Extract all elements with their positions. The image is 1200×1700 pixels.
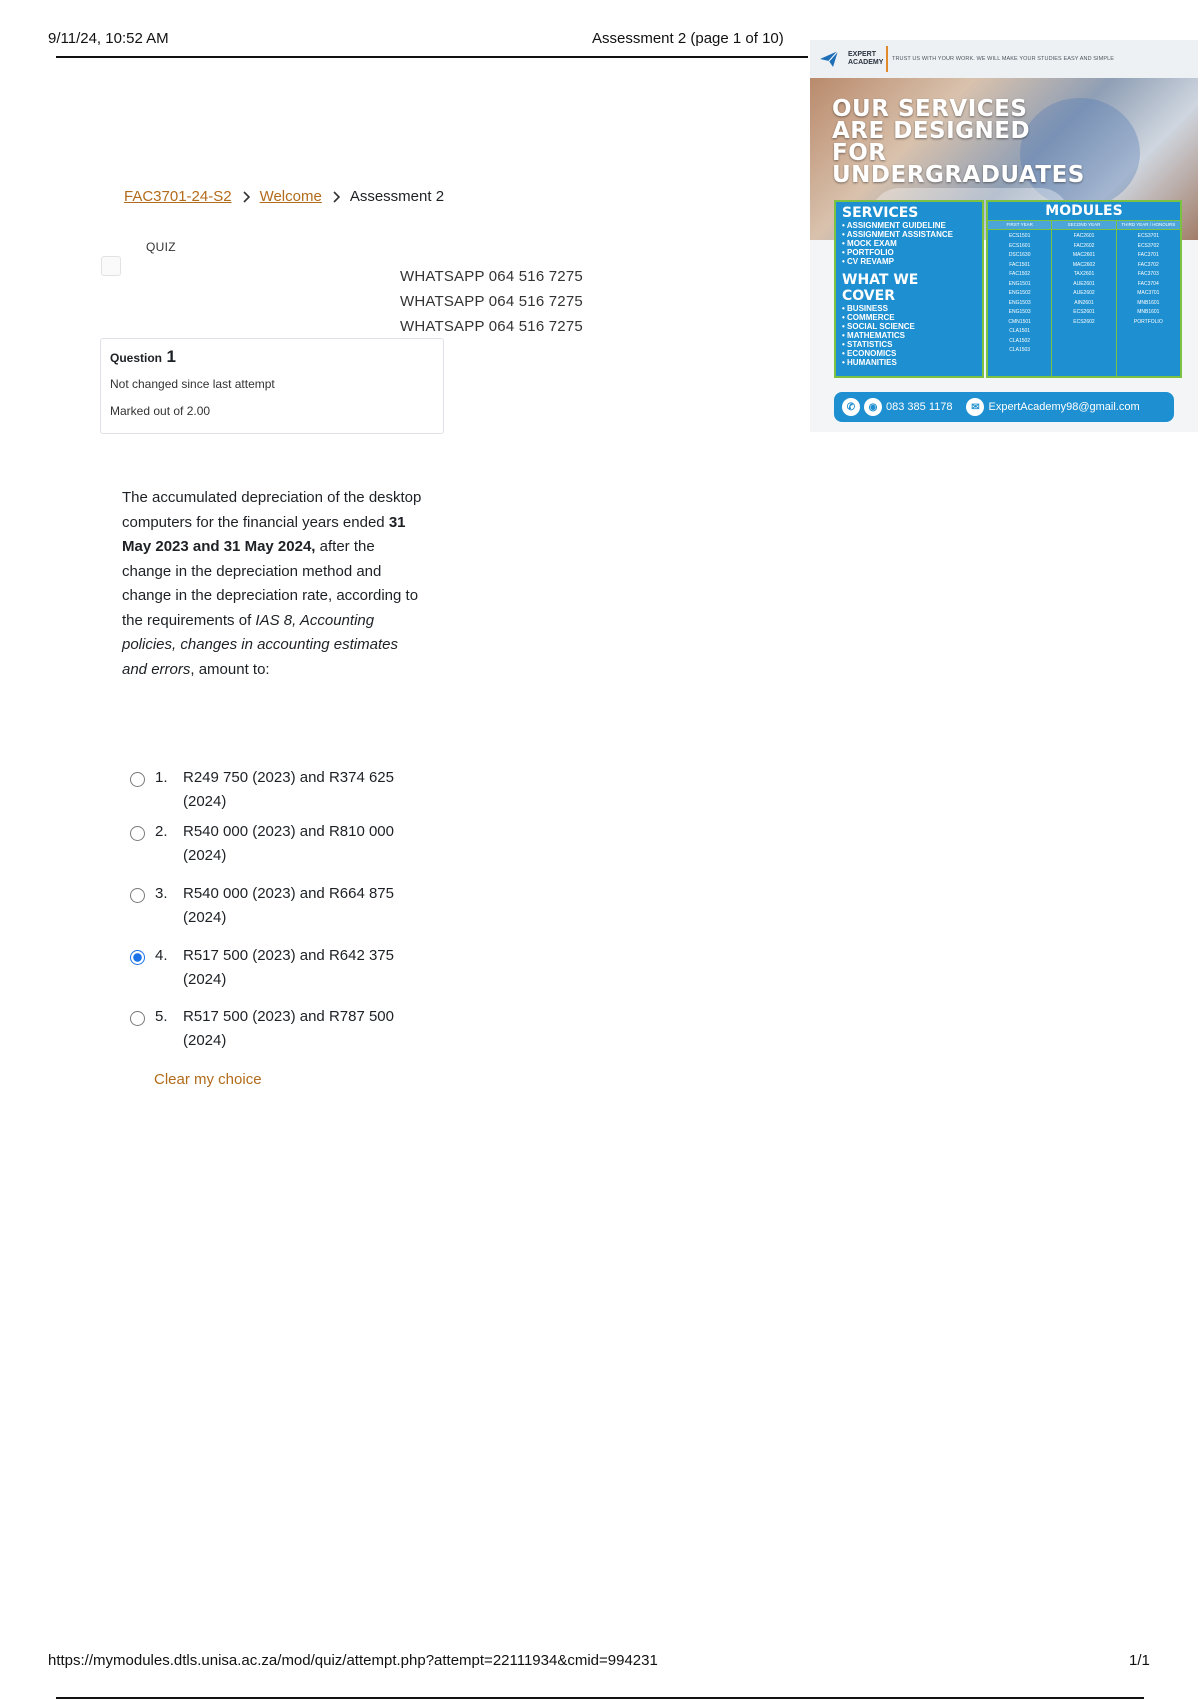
ad-cover-item: • HUMANITIES <box>842 358 976 367</box>
ad-module-code: ENG1501 <box>1008 280 1031 287</box>
option-number: 1. <box>155 769 168 786</box>
print-header-date: 9/11/24, 10:52 AM <box>48 30 169 47</box>
ad-module-code: FAC1502 <box>1009 271 1031 277</box>
ad-module-code: ECS3702 <box>1137 242 1160 249</box>
option-number: 4. <box>155 947 168 964</box>
ad-module-code: CLA1502 <box>1009 337 1031 344</box>
chevron-right-icon <box>332 191 340 203</box>
option-text: R540 000 (2023) and R810 000 (2024) <box>183 823 394 864</box>
question-text-part: , amount to: <box>190 660 270 678</box>
ad-cover-item: • ECONOMICS <box>842 349 976 358</box>
paper-plane-icon <box>816 46 842 72</box>
breadcrumb-section-link[interactable]: Welcome <box>259 188 322 205</box>
quiz-icon <box>101 256 121 276</box>
breadcrumb <box>124 188 444 205</box>
print-footer-url: https://mymodules.dtls.unisa.ac.za/mod/quiz/attempt.php?attempt=22111934&cmid=994231 <box>48 1652 658 1669</box>
phone-icon: ✆ <box>842 398 860 416</box>
radio-button[interactable] <box>130 826 145 841</box>
header-divider <box>56 56 808 58</box>
ad-module-code: ENG1502 <box>1008 290 1031 296</box>
ad-email: ExpertAcademy98@gmail.com <box>988 401 1140 413</box>
ad-module-column-head: FIRST YEAR <box>988 221 1051 230</box>
answer-option[interactable] <box>130 820 415 868</box>
ad-module-code: FAC3701 <box>1137 252 1159 258</box>
question-text-italic: IAS 8, Accounting policies, changes in accounting estimates and errors <box>122 611 398 678</box>
option-number: 5. <box>155 1008 168 1025</box>
footer-divider <box>56 1697 1144 1699</box>
ad-module-code: FAC2601 <box>1073 233 1095 239</box>
watermark-text: WHATSAPP 064 516 7275 <box>400 268 583 285</box>
ad-cover-list <box>842 304 976 367</box>
ad-contact-bar <box>834 392 1174 422</box>
ad-module-code: PORTFOLIO <box>1133 318 1163 325</box>
answer-option[interactable] <box>130 766 415 814</box>
ad-module-code: DSC1630 <box>1008 252 1031 258</box>
email-icon: ✉ <box>966 398 984 416</box>
ad-cover-item: • COMMERCE <box>842 313 976 322</box>
ad-module-code: ECS1501 <box>1008 233 1031 239</box>
option-text: R249 750 (2023) and R374 625 (2024) <box>183 769 394 810</box>
option-text: R517 500 (2023) and R787 500 (2024) <box>183 1008 394 1049</box>
ad-service-item: • MOCK EXAM <box>842 239 976 248</box>
ad-phone: 083 385 1178 <box>886 401 953 413</box>
ad-module-code: MAC2601 <box>1072 252 1096 258</box>
clear-choice-link[interactable]: Clear my choice <box>154 1071 262 1088</box>
ad-modules-panel <box>986 200 1182 378</box>
print-header-title: Assessment 2 (page 1 of 10) <box>592 30 784 47</box>
question-number: 1 <box>166 347 176 366</box>
ad-module-code: CMN1501 <box>1008 318 1031 325</box>
ad-brand-divider <box>886 46 888 72</box>
ad-module-code: FAC3703 <box>1137 271 1159 277</box>
radio-button[interactable] <box>130 888 145 903</box>
activity-type-label: QUIZ <box>146 240 176 254</box>
ad-module-code: AUE2602 <box>1073 290 1095 296</box>
ad-module-column-head: SECOND YEAR <box>1052 221 1115 230</box>
ad-module-code: CLA1503 <box>1009 347 1031 353</box>
ad-module-code: CLA1501 <box>1009 328 1031 334</box>
ad-cover-item: • STATISTICS <box>842 340 976 349</box>
ad-cover-item: • BUSINESS <box>842 304 976 313</box>
ad-module-column <box>988 221 1052 377</box>
ad-module-code: MNB1601 <box>1137 309 1160 315</box>
radio-button-selected[interactable] <box>130 950 145 965</box>
question-text-part: after the change in the depreciation method and change in the depreciation rate, according to the requirements of <box>122 538 419 629</box>
ad-module-code: FAC2602 <box>1073 242 1095 249</box>
ad-module-column-head: THIRD YEAR / HONOURS <box>1117 221 1180 230</box>
ad-module-code: FAC3702 <box>1137 261 1159 268</box>
ad-cover-item: • MATHEMATICS <box>842 331 976 340</box>
ad-module-code: MAC2602 <box>1072 261 1096 268</box>
radio-button[interactable] <box>130 772 145 787</box>
ad-headline: OUR SERVICES ARE DESIGNED FOR UNDERGRADUATES <box>832 96 1085 188</box>
ad-module-code: ENG1503 <box>1008 299 1031 306</box>
option-number: 3. <box>155 885 168 902</box>
question-mark: Marked out of 2.00 <box>110 404 211 418</box>
ad-module-code: ECS3701 <box>1137 233 1160 239</box>
ad-module-code: ECS2601 <box>1073 309 1095 315</box>
ad-services-title: SERVICES <box>842 205 919 221</box>
option-number: 2. <box>155 823 168 840</box>
ad-modules-title: MODULES <box>988 202 1180 221</box>
question-info-box <box>100 338 444 434</box>
ad-module-code: FAC1501 <box>1009 261 1031 268</box>
ad-service-item: • PORTFOLIO <box>842 248 976 257</box>
breadcrumb-course-link[interactable]: FAC3701-24-S2 <box>124 188 232 205</box>
ad-module-code: AIN2601 <box>1074 299 1094 306</box>
answer-option[interactable] <box>130 1005 415 1053</box>
ad-tagline: TRUST US WITH YOUR WORK. WE WILL MAKE YOUR STUDIES EASY AND SIMPLE <box>892 56 1115 62</box>
ad-module-code: ECS2602 <box>1073 318 1095 325</box>
ad-modules-columns <box>988 221 1180 377</box>
print-footer-page: 1/1 <box>1129 1652 1150 1669</box>
option-text: R540 000 (2023) and R664 875 (2024) <box>183 885 394 926</box>
ad-module-code: ENG1503 <box>1008 309 1031 315</box>
ad-module-code: TAX2601 <box>1073 271 1095 277</box>
question-title: Question <box>110 351 163 365</box>
ad-service-item: • ASSIGNMENT ASSISTANCE <box>842 230 976 239</box>
ad-cover-item: • SOCIAL SCIENCE <box>842 322 976 331</box>
ad-module-column <box>1117 221 1180 377</box>
ad-brand: EXPERT ACADEMY <box>848 51 884 66</box>
breadcrumb-current: Assessment 2 <box>349 188 445 205</box>
ad-banner[interactable] <box>810 40 1198 432</box>
answer-option[interactable] <box>130 882 415 930</box>
ad-top-bar <box>810 40 1198 78</box>
ad-module-column <box>1052 221 1116 377</box>
option-text: R517 500 (2023) and R642 375 (2024) <box>183 947 394 988</box>
whatsapp-icon: ◉ <box>864 398 882 416</box>
ad-services-list <box>842 221 976 266</box>
ad-services-panel <box>834 200 984 378</box>
ad-module-code: AUE2601 <box>1073 280 1095 287</box>
ad-module-code: MAC3701 <box>1137 290 1160 296</box>
chevron-right-icon <box>242 191 250 203</box>
ad-service-item: • CV REVAMP <box>842 257 976 266</box>
ad-module-code: MNB1601 <box>1137 299 1160 306</box>
answer-option[interactable] <box>130 944 415 992</box>
question-text-part: The accumulated depreciation of the desktop computers for the financial years ended <box>122 489 422 531</box>
ad-service-item: • ASSIGNMENT GUIDELINE <box>842 221 976 230</box>
radio-button[interactable] <box>130 1011 145 1026</box>
question-text <box>122 486 422 682</box>
watermark-text: WHATSAPP 064 516 7275 <box>400 318 583 335</box>
question-state: Not changed since last attempt <box>110 377 275 391</box>
watermark-text: WHATSAPP 064 516 7275 <box>400 293 583 310</box>
ad-module-code: ECS1601 <box>1008 242 1031 249</box>
question-text-bold: 31 May 2023 and 31 May 2024, <box>122 513 406 555</box>
ad-module-code: FAC3704 <box>1137 280 1159 287</box>
ad-cover-title: WHAT WE COVER <box>842 272 919 304</box>
